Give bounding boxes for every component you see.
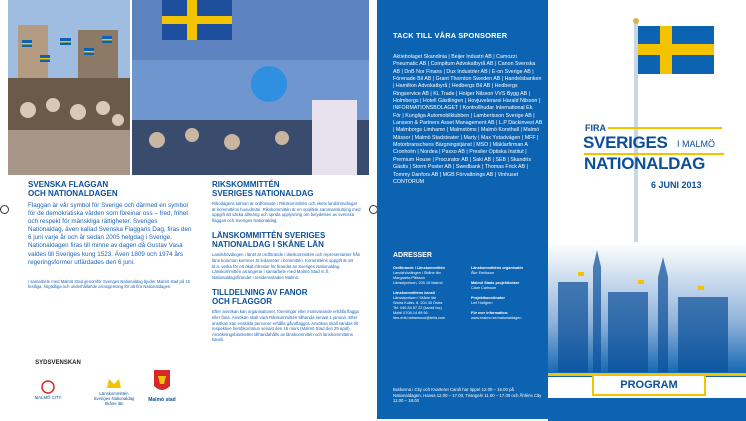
city-skyline — [548, 242, 746, 377]
logo-malmo-stad: Malmö stad — [142, 368, 182, 403]
lanskommitten-body: Landshövdingen i länet är ordförande i länskommittén och representanter från läns kommun kommer är ledamöter i kommittén. Kommitténs uppgift är att bl.a. verka för ett ökat intresse för firandet av Sveriges Nationaldag. Länskommittén arrangerar i samarbete med Malmö Stad m.fl. Nationaldagsfirandet i residensstaden Malmö. — [212, 252, 361, 280]
cover-fira: FIRA — [585, 123, 606, 133]
lanskommitten-title: LÄNSKOMMITTÉN SVERIGES NATIONALDAG I SKÅNE LÄN — [212, 231, 326, 250]
flag-section-note: I samarbete med Malmö Stad genomför Sveriges Nationaldag bjuder Malmö stad på 15 festliga, högtidliga och underhållande arrangemang för att fira Nationaldagen. — [28, 278, 191, 290]
sponsors-list: Aktiebolaget Skandinia | Beijer Industri AB | Camozzi Pneumatic AB | Compitum Advokatbyrå AB | Canon Svenska AB | DnB Nor Finans | Dux Industrier AB | E-on Sverige AB | Förenade Bil AB | Grant Thornton Sweden AB | Handelsbanken | Hamilton Advokatbyrå | Hedbergs Bil AB | Hedbergs Ringservice AB | KL Trade | Holger Nilsson VVS Bygg AB | Holmbergs | Hotell Gästlingen | Hovjuvelerarei Harald Nilsson | INFORMATIONSBOLAGET | Kontrollhudar International Ek. För | Kungliga Automobilklubben | Lambertsson Sverige AB | Lansson & Partners Asset Management AB | L.P Däckinvest AB | Malmborgs Limhamn | Malmstöms | Malmö Korsthall | Malmö Mässor | Malmö Stadsteater | Marty | Max Ystadvägen | MFF | Motorbranschens Bärgningstjänst | MSO | Mäklarfirman A Cronholm | Nordea | Paxxo AB | Presiler Optiska Institut | Premium House | Procurator AB | Saki AB | SEB | Skandris Gästis | Storm Poster AB | Swedbank | Thomas Frick AB | Tommy Danfors AB | MGB Förvaltnings AB | Vinhuset CONTORUM — [393, 54, 543, 185]
cover-nationaldag: NATIONALDAG — [584, 154, 706, 173]
logo-sydsvenskan: SYDSVENSKAN — [35, 360, 81, 366]
flag-section-body: Flaggan är vår symbol för Sverige och därmed en symbol för de demokratiska värden som föreinar oss – fred, frihet och respekt för mänskliga rättigheter. Sveriges Nationaldag, även kallad Svenska Flaggans Dag, firas den 6 juni varje år och är sedan 2005 helgdag i Sverige. Nationaldagen firas till minne av dagen då Gustav Vasa valdes till Sveriges kung 1523. Även 1809 och 1974 års regeringsformer utfärdades den 6 juni. — [28, 202, 192, 266]
logo-malmo-city: MALMÖ CITY — [28, 380, 68, 400]
flag-section — [28, 180, 192, 290]
cover-panel — [548, 0, 746, 419]
right-page — [377, 0, 746, 419]
fanor-title: TILLDELNING AV FANOR OCH FLAGGOR — [212, 288, 308, 307]
cover-i-malmo: I MALMÖ — [677, 139, 716, 149]
malmo-city-mark — [41, 380, 55, 394]
rikskommitten-title: RIKSKOMMITTÉN SVERIGES NATIONALDAG — [212, 180, 314, 198]
program-label: PROGRAM — [592, 374, 706, 396]
logo-lanskommitten: Länskommittén Sveriges Nationaldag Skåne län — [74, 376, 154, 406]
addresses-col-1: Ordförande i Länskommittén Landshövdingen i Skåne län Margareta Pålsson Länsstyrelsen, 205 15 Malmö Länskommitténs kansli Länsstyrelsen i Skåne län Södra Kullsv. 8, 204 35 Östra Tel. 040-54 87 22 (kansli fax) Mobil 0708-14 68 96 lars-erik.habansson@telia.com — [393, 266, 446, 320]
rikskommitten-body: Rikodagens talman är ordförande i Rikskommittén och ekets landshövdingar är kommitténs huvudmän. Rikskommittén är en opolitisk sammanslutning med uppgift att väcka allmäng och sprida upplysning om betydelsen av svenska flaggan och Sveriges Nationaldag. — [212, 201, 361, 223]
malmo-griffin-icon — [152, 368, 172, 396]
fanor-body: Efter ansökan kan organisationer, föreningar eller motsvarande erhålla flagga eller fana. Ansökan skall vara Rikskommittén tillhanda senast 1 januari. Efter ansökan kan enskilda personer erhålla gåvoflaggor. Ansökan skall sändas till respektive hembkommun senast den 15 mars (Malmö Stad den 25 april). Ansökningsblanketter tillhandahålls av länskommittén och länskommitténs kansli. — [212, 309, 359, 343]
sponsor-panel — [377, 0, 548, 419]
cover-rule-top — [608, 127, 722, 129]
addresses-title: ADRESSER — [393, 252, 432, 259]
cover-bottom-band — [548, 398, 746, 421]
opening-hours-note: Butikerna i City och Kvarteret Caroli har öppet 12.00 – 16.00 på Nationaldagen, Hansa 12.00 – 17.00, Triangeln 11.00 – 17.00 och Åhléns City 11.00 – 18.00 — [393, 387, 542, 404]
binding-hole-left — [0, 205, 9, 214]
flag-graphic — [548, 0, 746, 250]
committee-sections — [212, 180, 362, 343]
flag-section-title: SVENSKA FLAGGAN OCH NATIONALDAGEN — [28, 180, 118, 198]
cover-date: 6 JUNI 2013 — [651, 180, 702, 190]
photo-crowd-flags — [8, 0, 130, 175]
sponsors-title: TACK TILL VÅRA SPONSORER — [393, 31, 508, 40]
addresses-col-2: Länskommitténs organisatör Åke Emilsson Malmö Stads projektledare Clare Carlsson Projektkoordinator Leif Hultgren För mer information: www.malmo.se/nationaldagen — [471, 266, 524, 320]
crown-icon — [105, 376, 123, 390]
cover-sveriges: SVERIGES — [583, 133, 668, 152]
photo-balloons-stage — [132, 0, 369, 175]
